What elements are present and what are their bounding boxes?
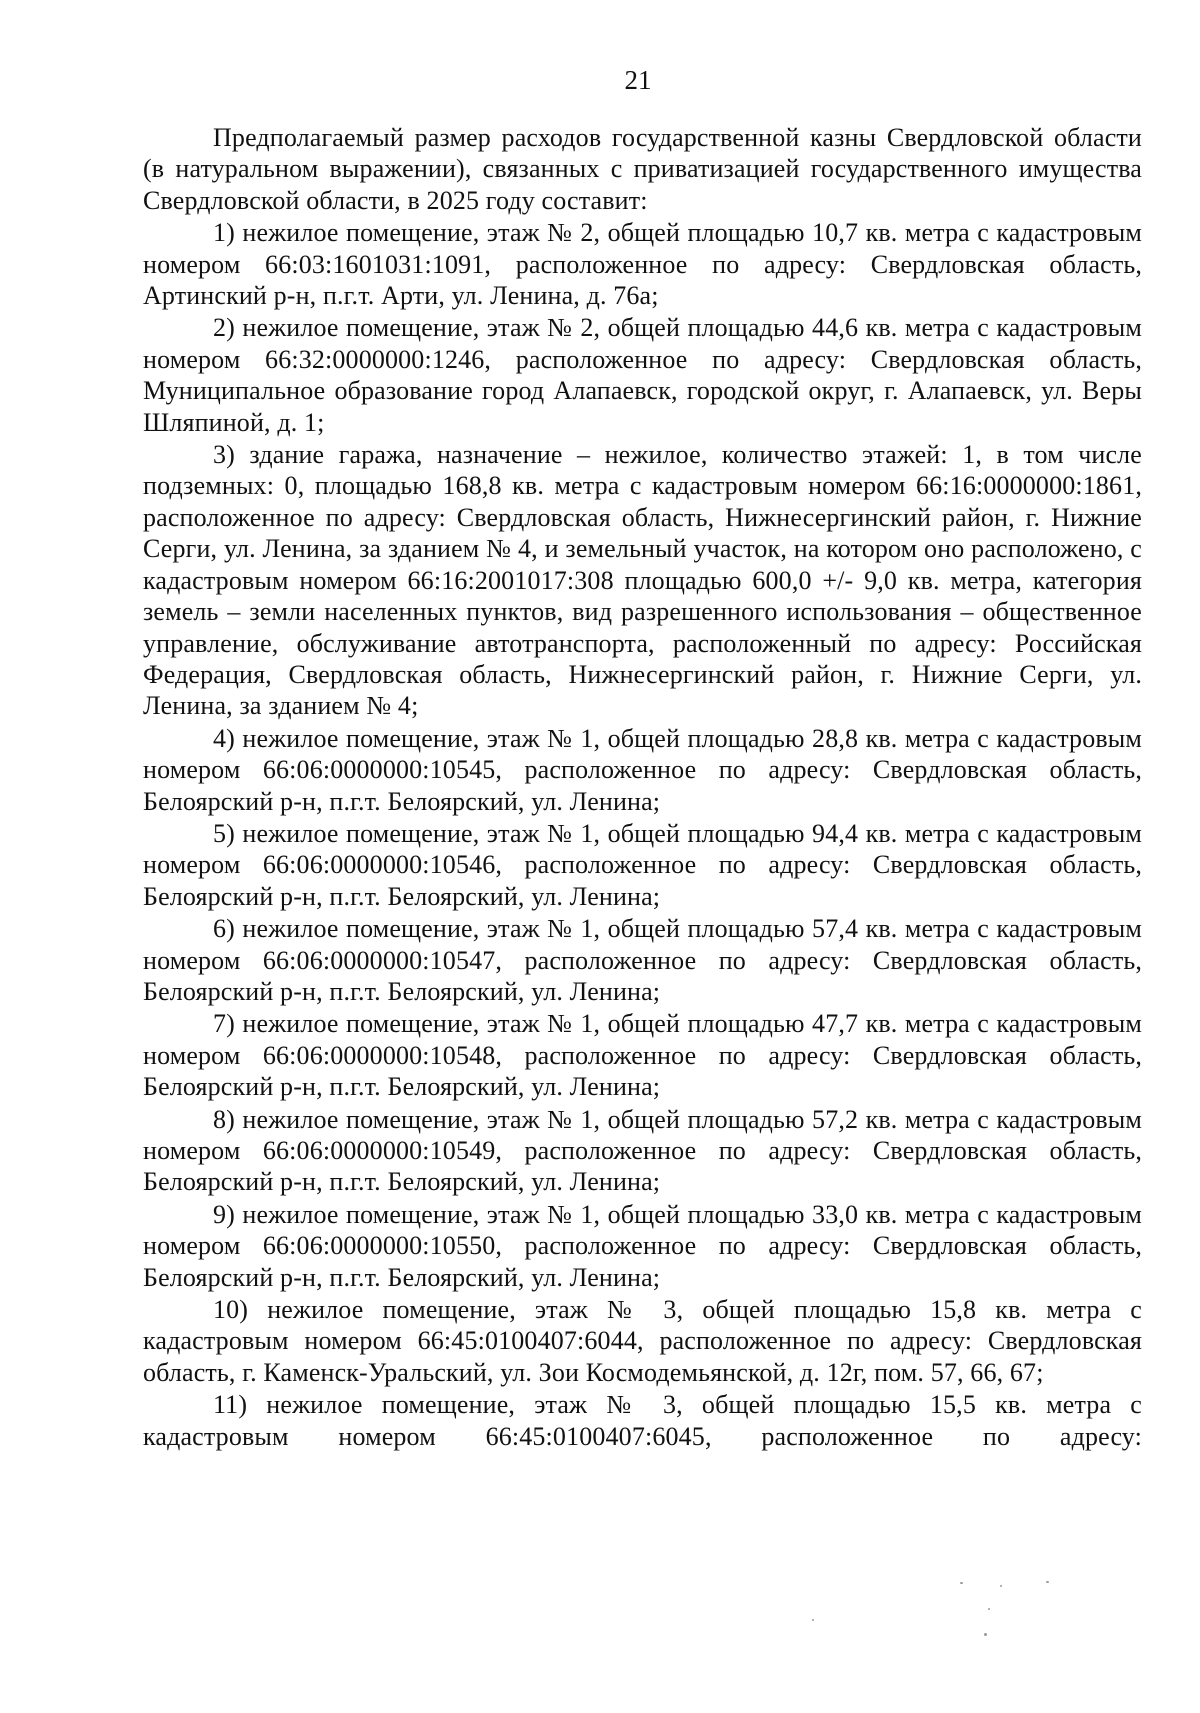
list-item-1: 1) нежилое помещение, этаж № 2, общей площадью 10,7 кв. метра с кадастровым номером 66:03:1601031:1091, расположенное по адресу: Свердловская область, Артинский р-н, п.г.т. Арти, ул. Ленина, д. 76а; (143, 218, 1142, 311)
list-item-5: 5) нежилое помещение, этаж № 1, общей площадью 94,4 кв. метра с кадастровым номером 66:06:0000000:10546, расположенное по адресу: Свердловская область, Белоярский р-н, п.г.т. Белоярский, ул. Ленина; (143, 818, 1142, 911)
list-item-6: 6) нежилое помещение, этаж № 1, общей площадью 57,4 кв. метра с кадастровым номером 66:06:0000000:10547, расположенное по адресу: Свердловская область, Белоярский р-н, п.г.т. Белоярский, ул. Ленина; (143, 914, 1142, 1006)
scan-speck (812, 1619, 814, 1621)
list-item-8: 8) нежилое помещение, этаж № 1, общей площадью 57,2 кв. метра с кадастровым номером 66:06:0000000:10549, расположенное по адресу: Свердловская область, Белоярский р-н, п.г.т. Белоярский, ул. Ленина; (143, 1104, 1142, 1197)
scan-speck (988, 1608, 990, 1610)
scan-speck (960, 1582, 963, 1584)
page-number: 21 (624, 65, 652, 95)
list-item-4: 4) нежилое помещение, этаж № 1, общей площадью 28,8 кв. метра с кадастровым номером 66:06:0000000:10545, расположенное по адресу: Свердловская область, Белоярский р-н, п.г.т. Белоярский, ул. Ленина; (143, 723, 1142, 816)
list-item-9: 9) нежилое помещение, этаж № 1, общей площадью 33,0 кв. метра с кадастровым номером 66:06:0000000:10550, расположенное по адресу: Свердловская область, Белоярский р-н, п.г.т. Белоярский, ул. Ленина; (143, 1199, 1142, 1292)
document-body (143, 122, 1142, 1453)
list-item-2: 2) нежилое помещение, этаж № 2, общей площадью 44,6 кв. метра с кадастровым номером 66:32:0000000:1246, расположенное по адресу: Свердловская область, Муниципальное образование город Алапаевск, городской округ, г. Алапаевск, ул. Веры Шляпиной, д. 1; (143, 313, 1142, 437)
list-item-10: 10) нежилое помещение, этаж № 3, общей площадью 15,8 кв. метра с кадастровым номером 66:45:0100407:6044, расположенное по адресу: Свердловская область, г. Каменск-Уральский, ул. Зои Космодемьянской, д. 12г, пом. 57, 66, 67; (143, 1295, 1142, 1387)
scan-speck (1046, 1581, 1049, 1583)
list-item-11: 11) нежилое помещение, этаж № 3, общей площадью 15,5 кв. метра с кадастровым номером 66:45:0100407:6045, расположенное по адресу: (143, 1390, 1142, 1451)
scan-speck (984, 1633, 987, 1636)
list-item-3: 3) здание гаража, назначение – нежилое, количество этажей: 1, в том числе подземных: 0, площадью 168,8 кв. метра с кадастровым номером 66:16:0000000:1861, расположенное по адресу: Свердловская область, Нижнесергинский район, г. Нижние Серги, ул. Ленина, за зданием № 4, и земельный участок, на котором оно расположено, с кадастровым номером 66:16:2001017:308 площадью 600,0 +/- 9,0 кв. метра, категория земель – земли населенных пунктов, вид разрешенного использования – общественное управление, обслуживание автотранспорта, расположенный по адресу: Российская Федерация, Свердловская область, Нижнесергинский район, г. Нижние Серги, ул. Ленина, за зданием № 4; (143, 440, 1142, 721)
scan-speck (1000, 1585, 1002, 1587)
intro-paragraph: Предполагаемый размер расходов государственной казны Свердловской области (в натуральном выражении), связанных с приватизацией государственного имущества Свердловской области, в 2025 году составит: (143, 123, 1142, 215)
list-item-7: 7) нежилое помещение, этаж № 1, общей площадью 47,7 кв. метра с кадастровым номером 66:06:0000000:10548, расположенное по адресу: Свердловская область, Белоярский р-н, п.г.т. Белоярский, ул. Ленина; (143, 1009, 1142, 1102)
